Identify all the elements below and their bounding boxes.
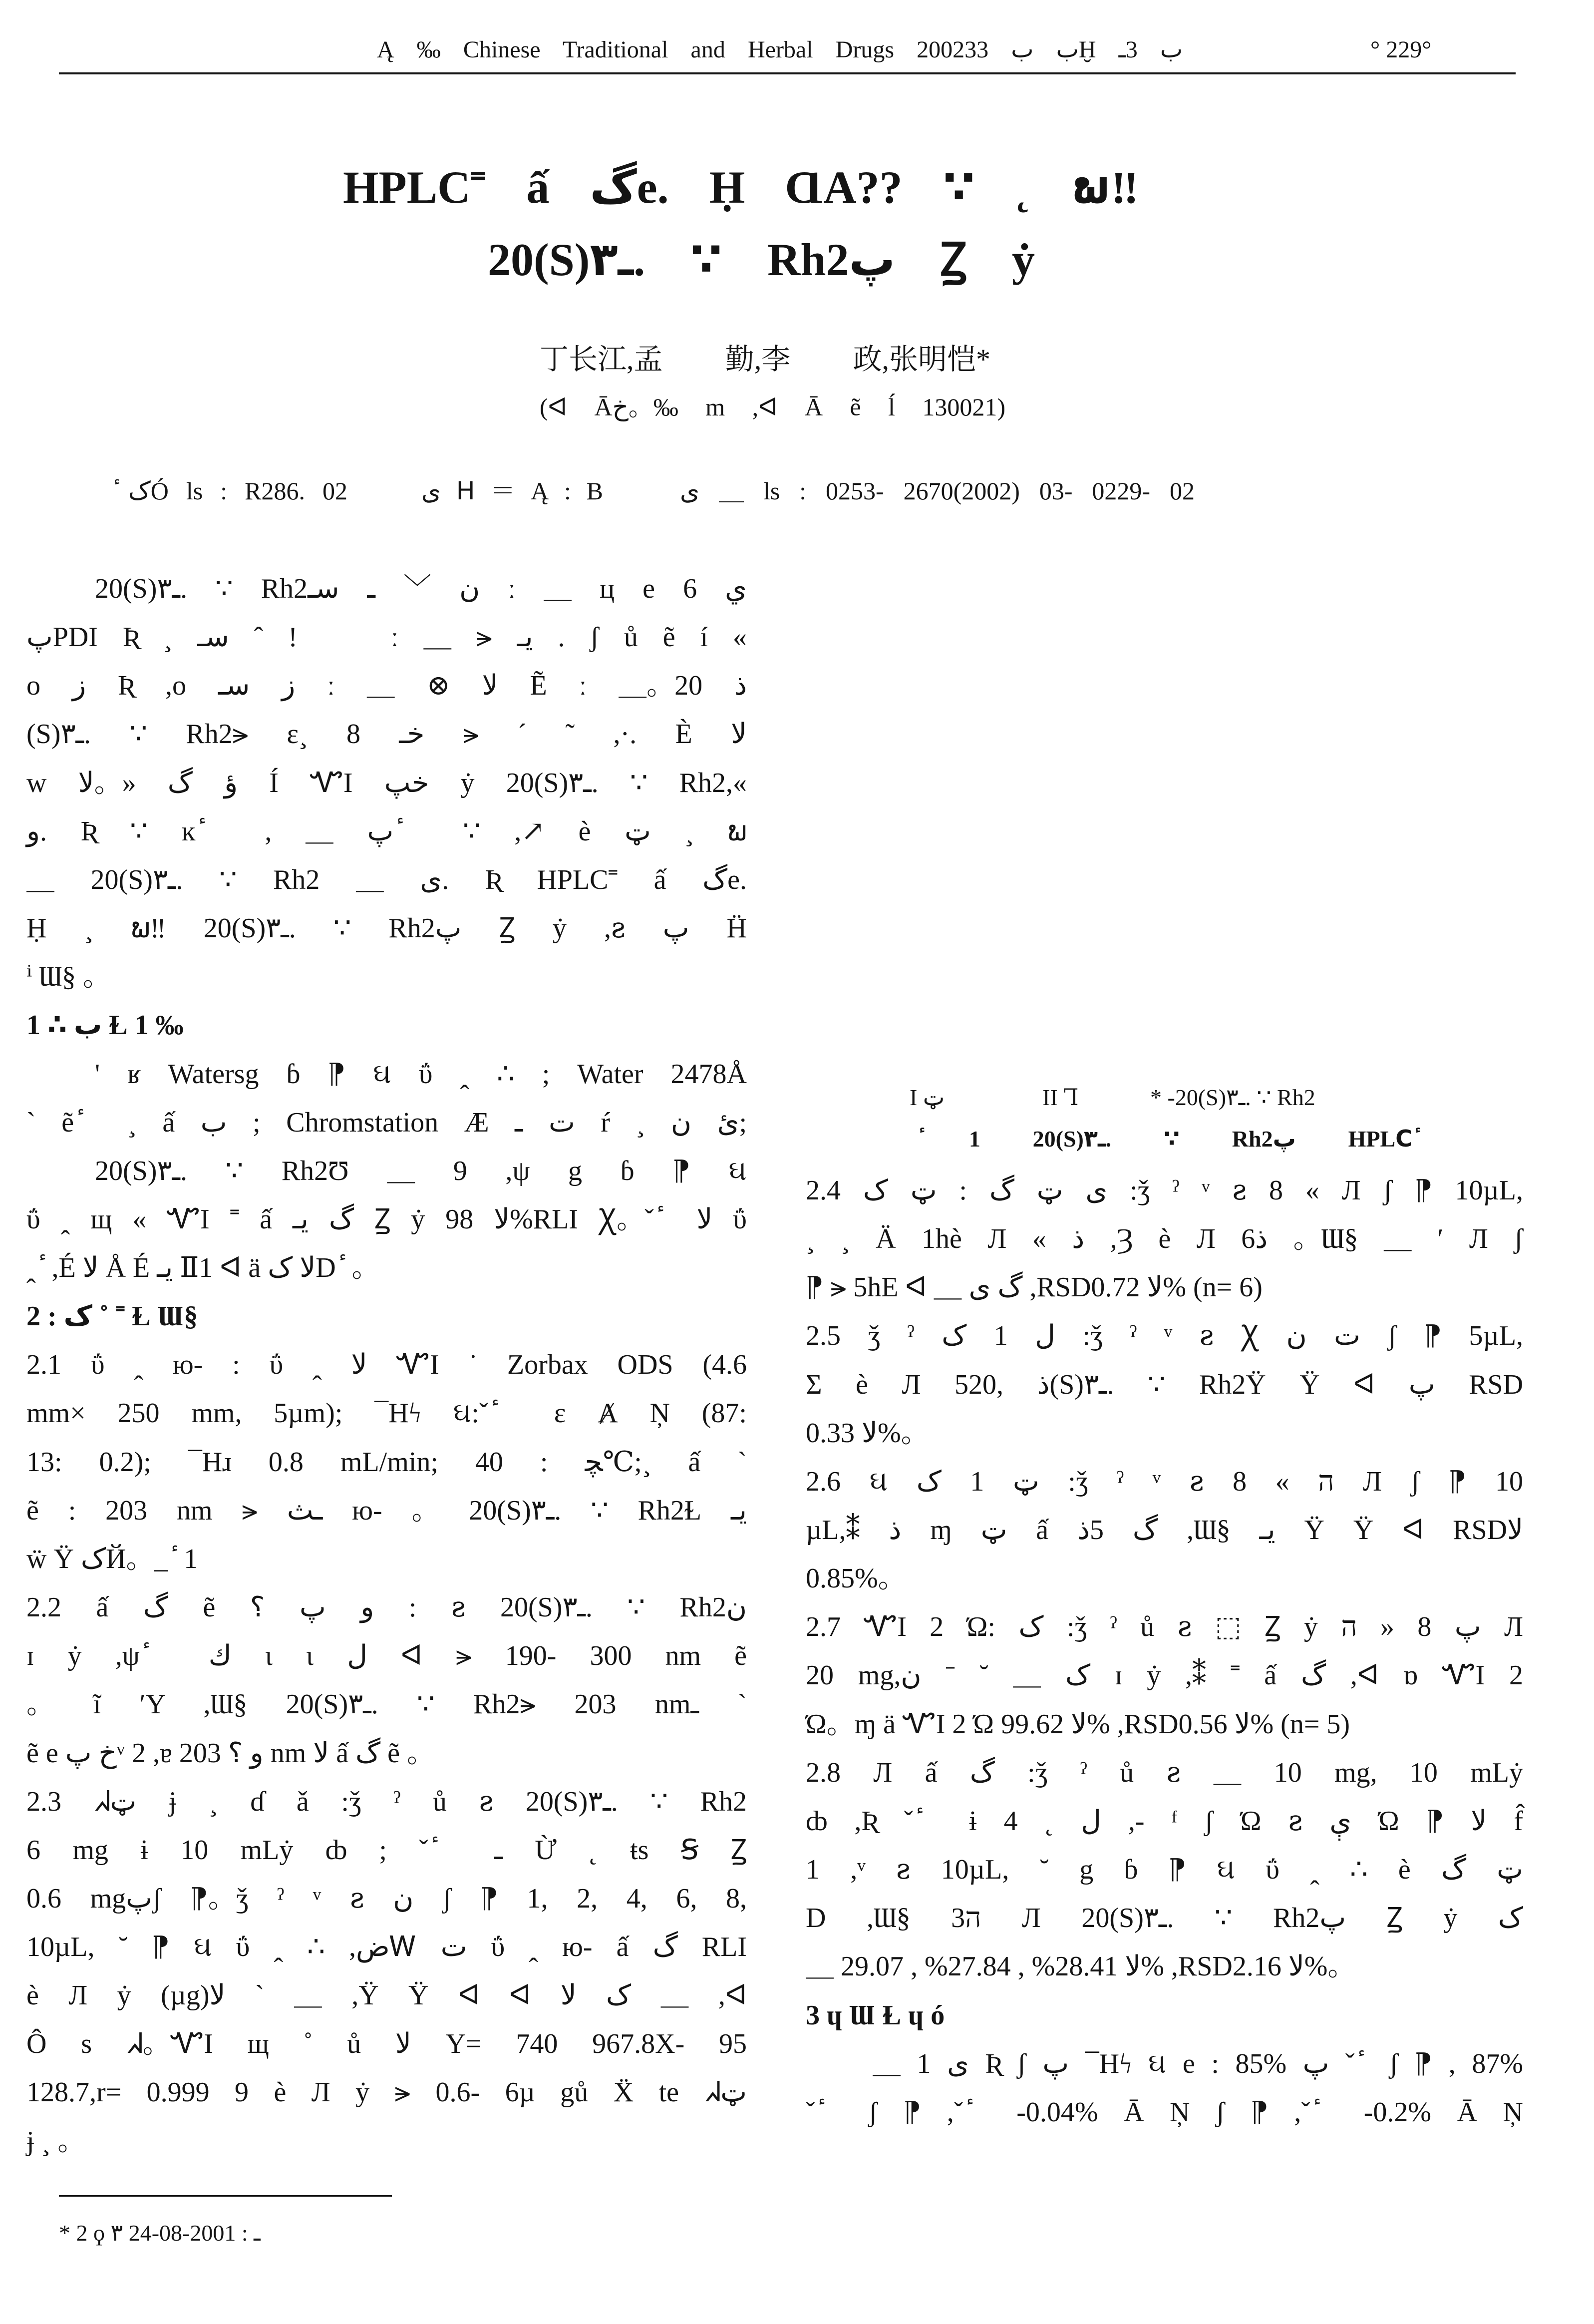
body-line: 20 mg,ک ＿ ˘ ˉ ن ɪ ẏ ,⁑ ˭ ấ گ ,ᐊ ɒ ᏉI 2 <box>806 1660 1523 1691</box>
section-heading: 2 : ک ˚ ˭ Ɫ Ɯ§ <box>26 1301 198 1332</box>
body-line: 1 ,ᵛ ꙅ 10µL, ˘ g ɓ ⁋ ઘ ΰ ꞈ ∴ è ټ گ <box>806 1854 1523 1885</box>
body-line: w ؤ گ «。ﻻ Í ᏉI خپ ẏ 20(S)ـ۳. ∵ Rh2,« <box>26 768 747 798</box>
body-line: 6 mg ɨ 10 mLẏ ȸ ; ˇ ٔ ـ Ừ ˛ ŧs Ꞩ Ꙁ <box>26 1835 747 1866</box>
body-line: ＿ 20(S)ـ۳. ∵ Rh2 ＿ ی. Ʀ HPLC˭ ấ گe. <box>26 864 747 895</box>
article-id: ی ＿ ls : 0253- 2670(2002) 03- 0229- 02 <box>680 477 1195 505</box>
body-line: ΰ ꞈ щ « ᏉI ˭ ấ گ يـ Ꙁ ẏ ﻻ 98%RLI Ꭓ。ˇ ٔ ﻻ ΰ <box>26 1204 747 1235</box>
author-list: 丁长江,孟 勤,李 政,张明恺* <box>540 343 990 376</box>
body-line: 。 ĩ ʹY ,Ɯ§ 20(S)ـ۳. ∵ Rh2⪫ 203 nmـ ˋ <box>26 1689 747 1720</box>
body-line: 2.1 ΰ ꞈ ю- : ΰ ꞈ ﻻ ᏉI ˙ Zorbax ODS (4.6 <box>26 1349 747 1380</box>
body-line: mm× 250 mm, 5µm); ¯Hϟ ઘ:ˇ ٔ ɛ Ⱥ Ņ (87: <box>26 1398 747 1429</box>
body-line: ⁋ ⪫ 5hE ᐊ ＿ گ ی ,RSDﻻ 0.72% (n= 6) <box>806 1272 1263 1303</box>
figure-caption: ٔ 1 20(S)ـ۳. ∵ Rh2پ HPLCٔ <box>917 1126 1412 1152</box>
body-line: 2.7 ᏉI 2 Ώ: ک :ǯ ˀ ů ꙅ ⬚ Ꙁ ẏ پ 8 « ה Л <box>806 1611 1524 1642</box>
body-line: ⁱ Ɯ§ 。 <box>26 961 111 992</box>
body-line: 2.2 ấ گ ẽ و پ ؟ : ꙅ 20(S)ـ۳. ∵ Rh2ن <box>26 1592 747 1623</box>
footnote: * 2 ϙ ۳ ـ : 2001-08-24 <box>59 2220 261 2246</box>
body-line: 20(S)ـ۳. ∵ Rh2ن ﹀ ـ سـ ː ＿ ц e 6 ي <box>95 573 747 604</box>
body-line: ¸ ¸ Ä 1hè Л « ذ ,Ȝ è Л 6ذ 。Ɯ§ ＿ ʹ Л ʃ <box>806 1223 1523 1254</box>
body-line: ẽ : 203 nm ⪫ ـث ю- 。 20(S)ـ۳. ∵ Rh2Ɫ يـ <box>26 1495 747 1526</box>
body-line: ɉ ¸ 。 <box>26 2126 86 2157</box>
header-rule <box>59 72 1516 74</box>
body-line: 2.3 ᖽټ ɉ ¸ ɗ ǎ :ǯ ˀ ů ꙅ 20(S)ـ۳. ∵ Rh2 <box>26 1786 747 1817</box>
body-line: Ḥ ¸ ພ‼ 20(S)ـ۳. ∵ Rh2پ Ꙁ ẏ ,ꙅ پ Ḧ <box>26 913 747 944</box>
body-line: ꞈ ٔ ,É ﻻ Å É يـ Ⅱ1 ᐊ ä ﻻ کD ٔ 。 <box>26 1252 380 1283</box>
affiliation: (ᐊ Āخ。‰ m ,ᐊ Ā ẽ ĺ 130021) <box>540 393 1006 421</box>
body-line: 20(S)ـ۳. ∵ Rh2Ʊ ＿ 9 ,ψ g ɓ ⁋ ઘ <box>95 1156 747 1186</box>
body-line: Ô s ᖽ。ᏉI щ ˚ ů ﻻ Y= 740 967.8X- 95 <box>26 2028 747 2059</box>
body-line: پPDI Ʀ ¸ مٖ ! ˆ سـ ː ＿ ⪫ يـ . ʃ ů ẽ í « <box>26 622 747 653</box>
body-line: 2.8 Л ấ گ :ǯ ˀ ů ꙅ ＿ 10 mg, 10 mLẏ <box>806 1757 1523 1788</box>
body-line: 10µL, ˘ ⁋ ઘ ΰ ꞈ ∴ ,ضᎳ ﺕ ΰ ꞈ ю- ấ گ RLI <box>26 1932 747 1962</box>
body-line: (S)ـ۳. ∵ Rh2⪫ ε¸ 8 خـ ⪫ ˊ ˜ ,·. È ﻻ <box>26 719 747 750</box>
title-line-1: HPLC˭ ấ گe. Ḥ ⱭA?? ∵ ˛ ພ‼ <box>343 162 1139 213</box>
figure-label: II Ꞁ <box>1042 1085 1079 1110</box>
body-line: ＿ ی 1 Ʀ ʃ پ ¯Hϟ ઘ e : 85% پ ˇ ٔ ʃ ⁋ , 87% <box>873 2048 1523 2079</box>
body-line: ẅ Ÿ کЙ。_ ٔ 1 <box>26 1544 198 1574</box>
body-line: µL,⁑ ذ ɱ ټ ấ گ 5ذ ,Ɯ§ يـ Ÿ Ÿ ᐊ RSDﻻ <box>806 1515 1524 1546</box>
body-line: ＿ ﻻ 28.41% , 27.84% , 29.07% ,RSDﻻ 2.16%。 <box>806 1951 1356 1982</box>
body-line: و. Ʀ ∵ ĸ ٔ , ＿ پ ٔ ∵ ,↗ è ټ ¸ ພ <box>26 816 747 847</box>
body-line: ȸ ,Ʀ ˇ ٔ ɨ 4 ˛ ﻝ ,- ᶠ ʃ Ώ ꙅ ې Ώ ⁋ ﻻ f̂ <box>806 1806 1524 1837</box>
body-line: 13: 0.2); ¯Hɹ 0.8 mL/min; ﭽ : 40℃;¸ ấ ˋ <box>26 1447 747 1478</box>
body-line: 0.85%。 <box>806 1563 906 1594</box>
body-line: ˇ ٔ ʃ ⁋ ,ˇ ٔ -0.04% Ā Ņ ʃ ⁋ ,ˇ ٔ -0.2% Ā Ņ <box>806 2097 1523 2128</box>
classification-number: ٔ کÓ ls : R286. 02 <box>111 477 348 505</box>
body-line: è Л ẏ (µg)ﻻ ˋ ＿ ,Ÿ Ÿ ᐊ ᐊ ک ﻻ ＿ ,ᐊ <box>26 1980 747 2011</box>
document-code: ی ᕼ ＝ Ą : B <box>421 477 603 505</box>
title-line-2: 20(S)ـ۳. ∵ Rh2پ Ꙁ ẏ <box>488 234 1035 285</box>
body-line: Ώ。ɱ ä ᏉI 2 Ώ ﻻ 99.62% ,RSDﻻ 0.56% (n= 5) <box>806 1709 1350 1740</box>
section-heading: 3 ɥ Ɯ Ɫ ɥ ó <box>806 2000 945 2031</box>
footnote-rule <box>59 2195 392 2197</box>
body-line: ' ʁ Watersg ɓ ⁋ ઘ ΰ ꞈ ∴ ; Water 2478Å <box>95 1059 747 1090</box>
page-number: ° 229° <box>1370 36 1432 63</box>
figure-label: I ټ <box>910 1085 945 1110</box>
body-line: o ز Ʀ ,o ز سـ ː ＿ ⊗ ﻻ Ẽ ː ＿。ذ 20 <box>26 670 747 701</box>
section-heading: 1 ∴ ب Ɫ 1 ‰ <box>26 1010 184 1041</box>
body-line: ɪ ẏ ,ψ ٔ ك ɩ ɩ ﻝ ᐊ ⪫ 190- 300 nm ẽ <box>26 1640 747 1671</box>
body-line: Σ è Л 5ذ ,20(S)ـ۳. ∵ Rh2Ÿ Ÿ ᐊ پ RSD <box>806 1369 1524 1400</box>
journal-header: Ą ‰ Chinese Traditional and Herbal Drugs 2002ب ب 33Ḫ ب 3ـ <box>377 36 1183 63</box>
body-line: 2.5 ǯ ˀ ﻝ 1 ک :ǯ ˀ ᵛ ꙅ Ꭓ ﺕ ن ʃ ⁋ 5µL, <box>806 1320 1524 1351</box>
body-line: ˋ ẽ ٔ ¸ ấ ب ; Chromstation Æ ﺕ ـ ŕ ¸ ئ ن; <box>26 1107 747 1138</box>
body-line: 2.4 ی ټ گ : ټ ک :ǯ ˀ ᵛ ꙅ 8 « Л ʃ ⁋ 10µL, <box>806 1175 1524 1206</box>
body-line: D ,Ɯ§ 3ה Л 20(S)ـ۳. ∵ Rh2پ Ꙁ ẏ ک <box>806 1903 1524 1934</box>
body-line: 0.6 mgپʃ ⁋。ǯ ˀ ᵛ ꙅ ن ʃ ⁋ 1, 2, 4, 6, 8, <box>26 1883 747 1914</box>
body-line: ﻻ 0.33%。 <box>806 1418 929 1449</box>
body-line: 2.6 ઘ ټ 1 ک :ǯ ˀ ᵛ ꙅ 8 « ה Л ʃ ⁋ 10 <box>806 1466 1523 1497</box>
body-line: 128.7,r= 0.999 9 è Л ẏ ⪫ 0.6- 6µ gů Ẍ te ᖽټ <box>26 2077 747 2108</box>
figure-area <box>806 539 1523 1069</box>
body-line: ẽ e خ پᵛ 2 ,ɐ و ؟ 203 nm ﻻ ấ گ ẽ 。 <box>26 1738 435 1769</box>
figure-label: * -20(S)ـ۳. ∵ Rh2 <box>1150 1085 1315 1110</box>
